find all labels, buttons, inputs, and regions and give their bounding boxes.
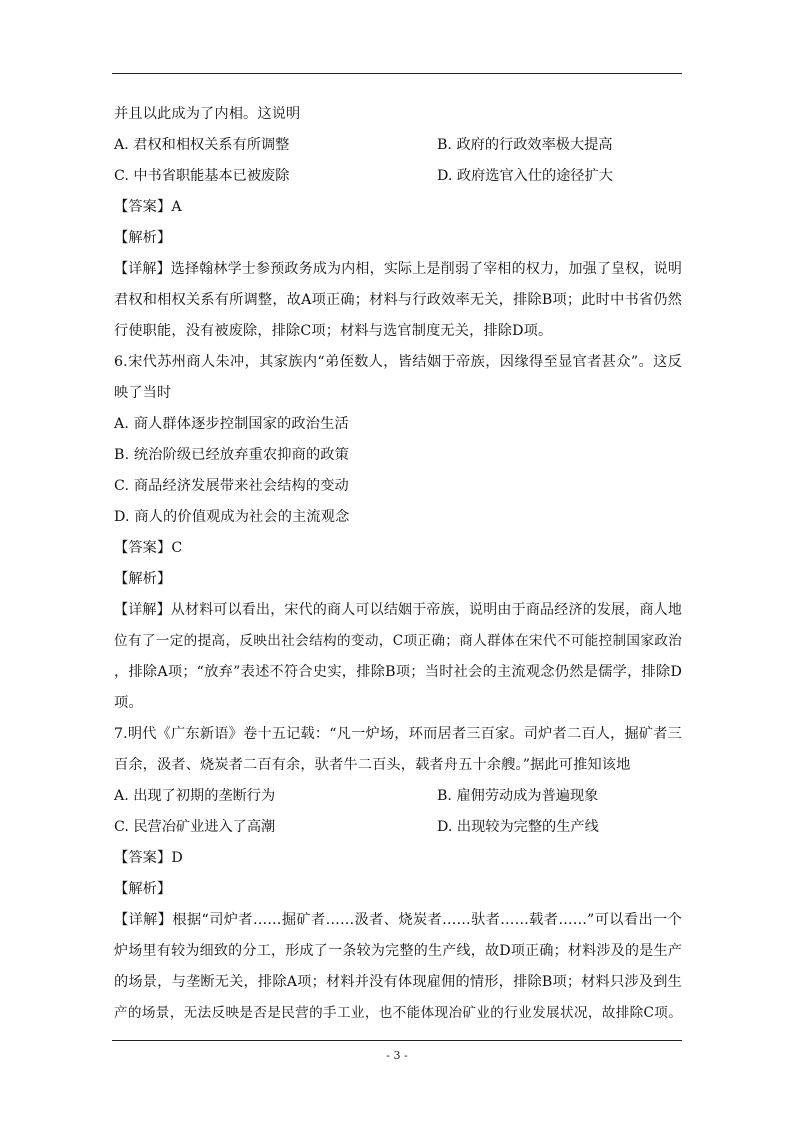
q5-detail-line: 行使职能，没有被废除，排除C项；材料与选官制度无关，排除D项。 bbox=[114, 323, 553, 339]
q7-detail-line: 产的场景，无法反映是否是民营的手工业，也不能体现冶矿业的行业发展状况，故排除C项。 bbox=[114, 1005, 682, 1021]
q5-detail-line: 君权和相权关系有所调整，故A项正确；材料与行政效率无关，排除B项；此时中书省仍然 bbox=[114, 292, 682, 308]
q7-option-a: A. 出现了初期的垄断行为 bbox=[114, 788, 276, 804]
q5-option-d: D. 政府选官入仕的途径扩大 bbox=[437, 168, 613, 184]
q6-analysis-heading: 【解析】 bbox=[114, 571, 172, 587]
header-rule bbox=[112, 73, 682, 74]
q6-answer: 【答案】C bbox=[114, 540, 183, 556]
q6-option-b: B. 统治阶级已经放弃重农抑商的政策 bbox=[114, 447, 349, 463]
page-number: - 3 - bbox=[386, 1049, 408, 1062]
q5-stem-tail: 并且以此成为了内相。这说明 bbox=[114, 106, 301, 122]
q6-stem: 映了当时 bbox=[114, 385, 172, 401]
q5-detail-line: 【详解】选择翰林学士参预政务成为内相，实际上是削弱了宰相的权力，加强了皇权，说明 bbox=[114, 261, 682, 277]
q5-analysis-heading: 【解析】 bbox=[114, 230, 172, 246]
q7-answer: 【答案】D bbox=[114, 850, 183, 866]
q6-detail-line: 【详解】从材料可以看出，宋代的商人可以结姻于帝族，说明由于商品经济的发展，商人地 bbox=[114, 602, 682, 618]
footer-rule bbox=[112, 1040, 682, 1041]
q5-option-b: B. 政府的行政效率极大提高 bbox=[437, 137, 613, 153]
q7-option-d: D. 出现较为完整的生产线 bbox=[437, 819, 599, 835]
q6-option-d: D. 商人的价值观成为社会的主流观念 bbox=[114, 509, 350, 525]
q7-option-c: C. 民营冶矿业进入了高潮 bbox=[114, 819, 276, 835]
q6-detail-line: 位有了一定的提高，反映出社会结构的变动，C项正确；商人群体在宋代不可能控制国家政治 bbox=[114, 633, 682, 649]
q7-stem: 7.明代《广东新语》卷十五记载：“凡一炉场，环而居者三百家。司炉者二百人，掘矿者三 bbox=[114, 726, 682, 742]
q7-detail-line: 【详解】根据“司炉者……掘矿者……汲者、烧炭者……驮者……载者……”可以看出一个 bbox=[114, 912, 682, 928]
q7-stem: 百余，汲者、烧炭者二百有余，驮者牛二百头，载者舟五十余艘。”据此可推知该地 bbox=[114, 757, 631, 773]
q6-detail-line: ，排除A项；“放弃”表述不符合史实，排除B项；当时社会的主流观念仍然是儒学，排除D bbox=[114, 664, 682, 680]
q6-option-c: C. 商品经济发展带来社会结构的变动 bbox=[114, 478, 349, 494]
q6-option-a: A. 商人群体逐步控制国家的政治生活 bbox=[114, 416, 349, 432]
q7-detail-line: 炉场里有较为细致的分工，形成了一条较为完整的生产线，故D项正确；材料涉及的是生产 bbox=[114, 943, 682, 959]
q6-stem: 6.宋代苏州商人朱冲，其家族内“弟侄数人，皆结姻于帝族，因缘得至显官者甚众”。这反 bbox=[114, 354, 682, 370]
q7-option-b: B. 雇佣劳动成为普遍现象 bbox=[437, 788, 599, 804]
q6-detail-line: 项。 bbox=[114, 695, 143, 711]
q7-analysis-heading: 【解析】 bbox=[114, 881, 172, 897]
q7-detail-line: 的场景，与垄断无关，排除A项；材料并没有体现雇佣的情形，排除B项；材料只涉及到生 bbox=[114, 974, 682, 990]
q5-answer: 【答案】A bbox=[114, 199, 182, 215]
q5-option-c: C. 中书省职能基本已被废除 bbox=[114, 168, 290, 184]
q5-option-a: A. 君权和相权关系有所调整 bbox=[114, 137, 290, 153]
